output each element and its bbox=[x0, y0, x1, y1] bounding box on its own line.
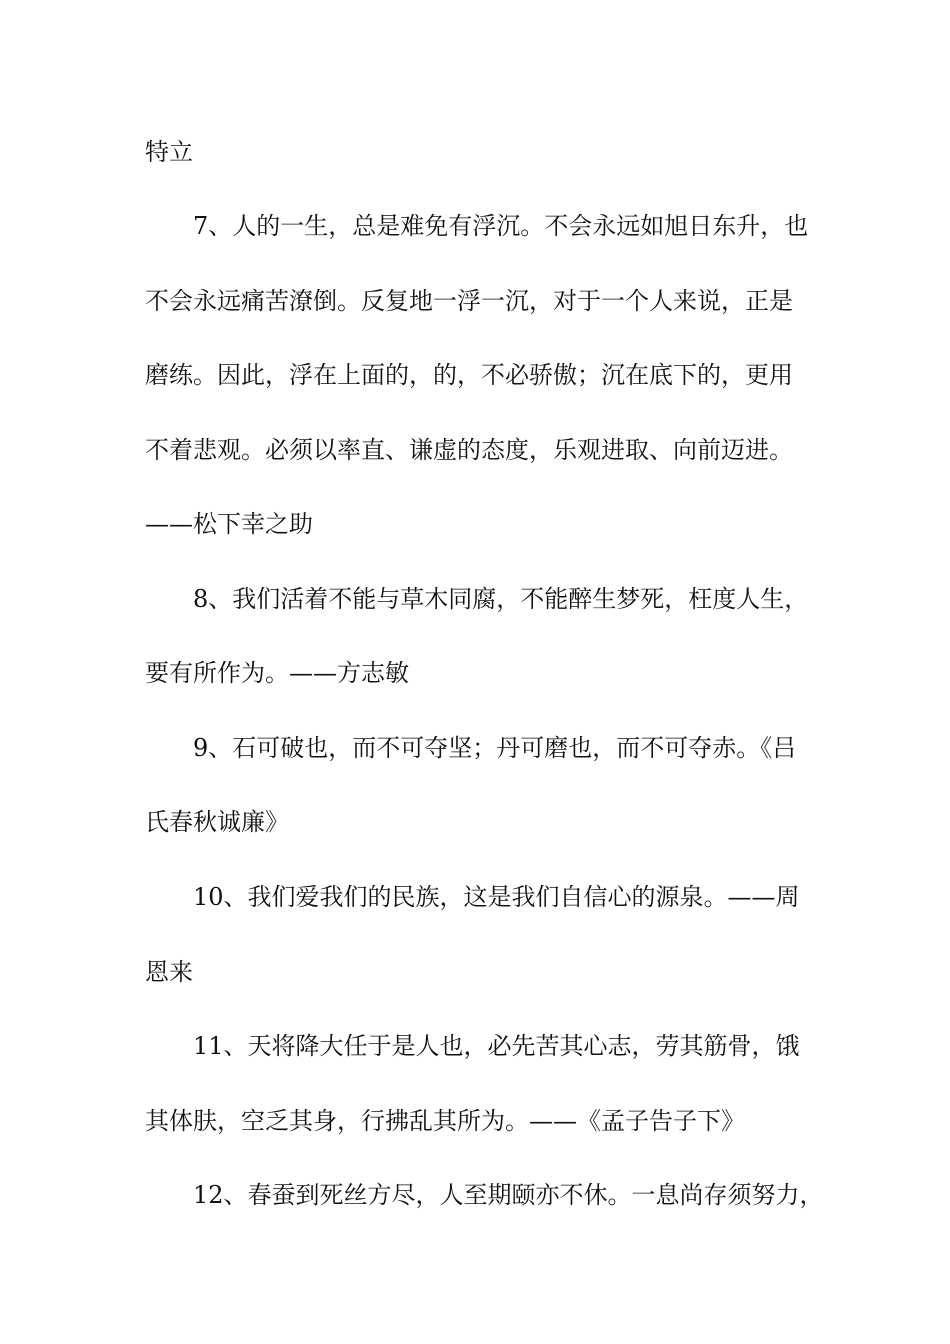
text-line: 其体肤，空乏其身，行拂乱其所为。——《孟子告子下》 bbox=[145, 1107, 745, 1135]
text-line: 7、人的一生，总是难免有浮沉。不会永远如旭日东升，也 bbox=[193, 212, 809, 240]
text-line: 10、我们爱我们的民族，这是我们自信心的源泉。——周 bbox=[193, 883, 800, 911]
text-line: ——松下幸之助 bbox=[145, 510, 313, 538]
text-line: 不着悲观。必须以率直、谦虚的态度，乐观进取、向前迈进。 bbox=[145, 436, 793, 464]
text-line: 9、石可破也，而不可夺坚；丹可磨也，而不可夺赤。《吕 bbox=[193, 734, 797, 762]
text-line: 磨练。因此，浮在上面的，的，不必骄傲；沉在底下的，更用 bbox=[145, 361, 793, 389]
text-line: 8、我们活着不能与草木同腐，不能醉生梦死，枉度人生， bbox=[193, 585, 809, 613]
text-line: 特立 bbox=[145, 138, 193, 166]
text-line: 要有所作为。——方志敏 bbox=[145, 659, 409, 687]
text-line: 不会永远痛苦潦倒。反复地一浮一沉，对于一个人来说，正是 bbox=[145, 287, 793, 315]
text-line: 11、天将降大任于是人也，必先苦其心志，劳其筋骨，饿 bbox=[193, 1032, 800, 1060]
text-line: 恩来 bbox=[145, 958, 193, 986]
text-line: 氏春秋诚廉》 bbox=[145, 808, 289, 836]
text-line: 12、春蚕到死丝方尽，人至期颐亦不休。一息尚存须努力， bbox=[193, 1181, 824, 1209]
